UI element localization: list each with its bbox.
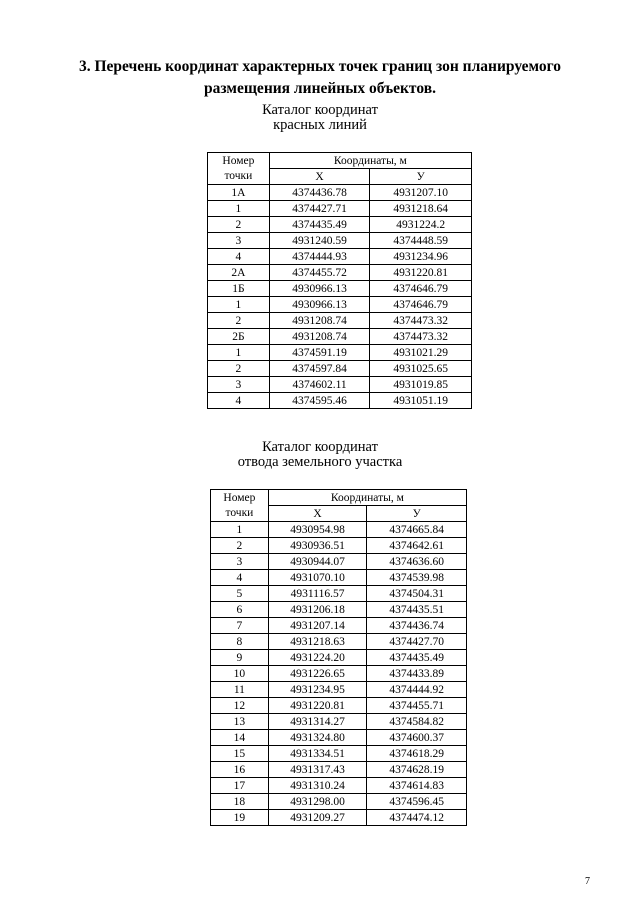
table-row xyxy=(208,313,472,329)
table-row xyxy=(208,185,472,201)
x-coordinate-cell: 4931240.59 xyxy=(269,233,370,249)
x-coordinate-cell: 4930966.13 xyxy=(269,297,370,313)
table-row xyxy=(211,746,467,762)
point-number-cell: 1А xyxy=(208,185,270,201)
x-coordinate-cell: 4374602.11 xyxy=(269,377,370,393)
point-number-header xyxy=(208,153,270,185)
table-row xyxy=(211,570,467,586)
x-coordinate-cell: 4931209.27 xyxy=(268,810,367,826)
y-coordinate-cell: 4931021.29 xyxy=(370,345,472,361)
y-coordinate-cell: 4374618.29 xyxy=(367,746,467,762)
table-row xyxy=(211,698,467,714)
y-coordinate-cell: 4374642.61 xyxy=(367,538,467,554)
y-coordinate-cell: 4931218.64 xyxy=(370,201,472,217)
y-coordinate-cell: 4374596.45 xyxy=(367,794,467,810)
point-number-cell: 1 xyxy=(208,345,270,361)
y-coordinate-cell: 4931234.96 xyxy=(370,249,472,265)
x-coordinate-cell: 4931234.95 xyxy=(268,682,367,698)
land-plot-caption-line2: отвода земельного участка xyxy=(237,454,403,470)
x-coordinate-cell: 4930936.51 xyxy=(268,538,367,554)
y-coordinate-cell: 4374444.92 xyxy=(367,682,467,698)
y-coordinate-cell: 4931220.81 xyxy=(370,265,472,281)
coordinates-header: Координаты, м xyxy=(269,153,471,169)
x-coordinate-cell: 4930966.13 xyxy=(269,281,370,297)
y-coordinate-cell: 4374473.32 xyxy=(370,313,472,329)
y-coordinate-cell: 4374600.37 xyxy=(367,730,467,746)
y-coordinate-cell: 4374646.79 xyxy=(370,281,472,297)
coordinates-header: Координаты, м xyxy=(268,490,466,506)
y-coordinate-cell: 4931019.85 xyxy=(370,377,472,393)
red-lines-caption xyxy=(170,103,470,133)
point-number-header-line2: точки xyxy=(225,506,254,519)
table-row xyxy=(211,762,467,778)
table-row xyxy=(208,201,472,217)
point-number-cell: 7 xyxy=(211,618,269,634)
y-coordinate-cell: 4931051.19 xyxy=(370,393,472,409)
x-coordinate-cell: 4931298.00 xyxy=(268,794,367,810)
x-column-header: X xyxy=(269,169,370,185)
point-number-header-line2: точки xyxy=(224,169,253,182)
y-coordinate-cell: 4374455.71 xyxy=(367,698,467,714)
point-number-cell: 8 xyxy=(211,634,269,650)
table-row xyxy=(208,249,472,265)
table-row xyxy=(211,602,467,618)
point-number-header xyxy=(211,490,269,522)
point-number-cell: 2 xyxy=(208,361,270,377)
y-coordinate-cell: 4374614.83 xyxy=(367,778,467,794)
point-number-cell: 1 xyxy=(208,201,270,217)
x-coordinate-cell: 4374591.19 xyxy=(269,345,370,361)
x-coordinate-cell: 4931220.81 xyxy=(268,698,367,714)
section-heading-line2: размещения линейных объектов. xyxy=(204,80,436,97)
y-coordinate-cell: 4374504.31 xyxy=(367,586,467,602)
point-number-cell: 18 xyxy=(211,794,269,810)
table-row xyxy=(211,554,467,570)
table-row xyxy=(208,297,472,313)
y-coordinate-cell: 4374433.89 xyxy=(367,666,467,682)
land-plot-coordinates-table xyxy=(210,489,467,826)
x-coordinate-cell: 4931207.14 xyxy=(268,618,367,634)
table-row xyxy=(208,377,472,393)
x-coordinate-cell: 4374455.72 xyxy=(269,265,370,281)
x-coordinate-cell: 4931070.10 xyxy=(268,570,367,586)
x-coordinate-cell: 4931317.43 xyxy=(268,762,367,778)
table-row xyxy=(211,586,467,602)
x-coordinate-cell: 4931310.24 xyxy=(268,778,367,794)
y-coordinate-cell: 4374584.82 xyxy=(367,714,467,730)
point-number-cell: 12 xyxy=(211,698,269,714)
table-row xyxy=(211,666,467,682)
x-coordinate-cell: 4930944.07 xyxy=(268,554,367,570)
point-number-cell: 17 xyxy=(211,778,269,794)
x-coordinate-cell: 4374444.93 xyxy=(269,249,370,265)
point-number-cell: 19 xyxy=(211,810,269,826)
section-heading xyxy=(40,56,600,100)
x-coordinate-cell: 4931314.27 xyxy=(268,714,367,730)
y-coordinate-cell: 4374628.19 xyxy=(367,762,467,778)
y-coordinate-cell: 4374539.98 xyxy=(367,570,467,586)
y-coordinate-cell: 4374435.51 xyxy=(367,602,467,618)
table-header-row xyxy=(211,490,467,506)
red-lines-caption-line1: Каталог координат xyxy=(262,102,378,118)
point-number-cell: 1Б xyxy=(208,281,270,297)
point-number-cell: 5 xyxy=(211,586,269,602)
land-plot-caption-line1: Каталог координат xyxy=(262,439,378,455)
x-coordinate-cell: 4930954.98 xyxy=(268,522,367,538)
table-row xyxy=(211,714,467,730)
y-coordinate-cell: 4374474.12 xyxy=(367,810,467,826)
y-coordinate-cell: 4374436.74 xyxy=(367,618,467,634)
x-coordinate-cell: 4931224.20 xyxy=(268,650,367,666)
table-row xyxy=(211,618,467,634)
x-column-header: X xyxy=(268,506,367,522)
point-number-cell: 11 xyxy=(211,682,269,698)
y-coordinate-cell: 4374435.49 xyxy=(367,650,467,666)
x-coordinate-cell: 4931324.80 xyxy=(268,730,367,746)
y-coordinate-cell: 4931224.2 xyxy=(370,217,472,233)
table-row xyxy=(208,329,472,345)
table-row xyxy=(208,345,472,361)
section-heading-line1: 3. Перечень координат характерных точек границ зон планируемого xyxy=(79,58,561,75)
table-row xyxy=(211,650,467,666)
point-number-cell: 2 xyxy=(211,538,269,554)
x-coordinate-cell: 4374597.84 xyxy=(269,361,370,377)
point-number-cell: 2 xyxy=(208,313,270,329)
table-row xyxy=(211,538,467,554)
point-number-cell: 3 xyxy=(208,233,270,249)
table-row xyxy=(211,730,467,746)
x-coordinate-cell: 4931116.57 xyxy=(268,586,367,602)
point-number-cell: 13 xyxy=(211,714,269,730)
point-number-cell: 10 xyxy=(211,666,269,682)
table-row xyxy=(208,265,472,281)
table-row xyxy=(211,794,467,810)
x-coordinate-cell: 4931208.74 xyxy=(269,329,370,345)
y-coordinate-cell: 4374427.70 xyxy=(367,634,467,650)
point-number-cell: 4 xyxy=(208,393,270,409)
point-number-cell: 4 xyxy=(208,249,270,265)
x-coordinate-cell: 4931218.63 xyxy=(268,634,367,650)
point-number-cell: 1 xyxy=(208,297,270,313)
y-coordinate-cell: 4374473.32 xyxy=(370,329,472,345)
table-row xyxy=(208,233,472,249)
point-number-cell: 3 xyxy=(208,377,270,393)
point-number-cell: 2Б xyxy=(208,329,270,345)
point-number-cell: 3 xyxy=(211,554,269,570)
x-coordinate-cell: 4374427.71 xyxy=(269,201,370,217)
point-number-header-line1: Номер xyxy=(222,154,255,167)
table-row xyxy=(211,682,467,698)
y-coordinate-cell: 4374636.60 xyxy=(367,554,467,570)
point-number-cell: 6 xyxy=(211,602,269,618)
red-lines-caption-line2: красных линий xyxy=(273,117,367,133)
point-number-cell: 9 xyxy=(211,650,269,666)
y-column-header: У xyxy=(367,506,467,522)
x-coordinate-cell: 4931206.18 xyxy=(268,602,367,618)
y-coordinate-cell: 4374646.79 xyxy=(370,297,472,313)
table-row xyxy=(208,361,472,377)
point-number-cell: 2А xyxy=(208,265,270,281)
point-number-header-line1: Номер xyxy=(223,491,256,504)
table-row xyxy=(208,393,472,409)
table-header-row xyxy=(208,153,472,169)
point-number-cell: 16 xyxy=(211,762,269,778)
red-lines-coordinates-table xyxy=(207,152,472,409)
point-number-cell: 2 xyxy=(208,217,270,233)
x-coordinate-cell: 4374595.46 xyxy=(269,393,370,409)
page-number: 7 xyxy=(585,876,590,887)
table-row xyxy=(211,522,467,538)
table-row xyxy=(211,634,467,650)
y-coordinate-cell: 4374665.84 xyxy=(367,522,467,538)
table-row xyxy=(208,217,472,233)
x-coordinate-cell: 4931226.65 xyxy=(268,666,367,682)
point-number-cell: 4 xyxy=(211,570,269,586)
point-number-cell: 1 xyxy=(211,522,269,538)
x-coordinate-cell: 4931334.51 xyxy=(268,746,367,762)
land-plot-caption xyxy=(170,440,470,470)
table-row xyxy=(208,281,472,297)
x-coordinate-cell: 4374436.78 xyxy=(269,185,370,201)
y-coordinate-cell: 4374448.59 xyxy=(370,233,472,249)
point-number-cell: 15 xyxy=(211,746,269,762)
table-row xyxy=(211,810,467,826)
point-number-cell: 14 xyxy=(211,730,269,746)
y-coordinate-cell: 4931025.65 xyxy=(370,361,472,377)
x-coordinate-cell: 4931208.74 xyxy=(269,313,370,329)
y-column-header: У xyxy=(370,169,472,185)
x-coordinate-cell: 4374435.49 xyxy=(269,217,370,233)
y-coordinate-cell: 4931207.10 xyxy=(370,185,472,201)
table-row xyxy=(211,778,467,794)
